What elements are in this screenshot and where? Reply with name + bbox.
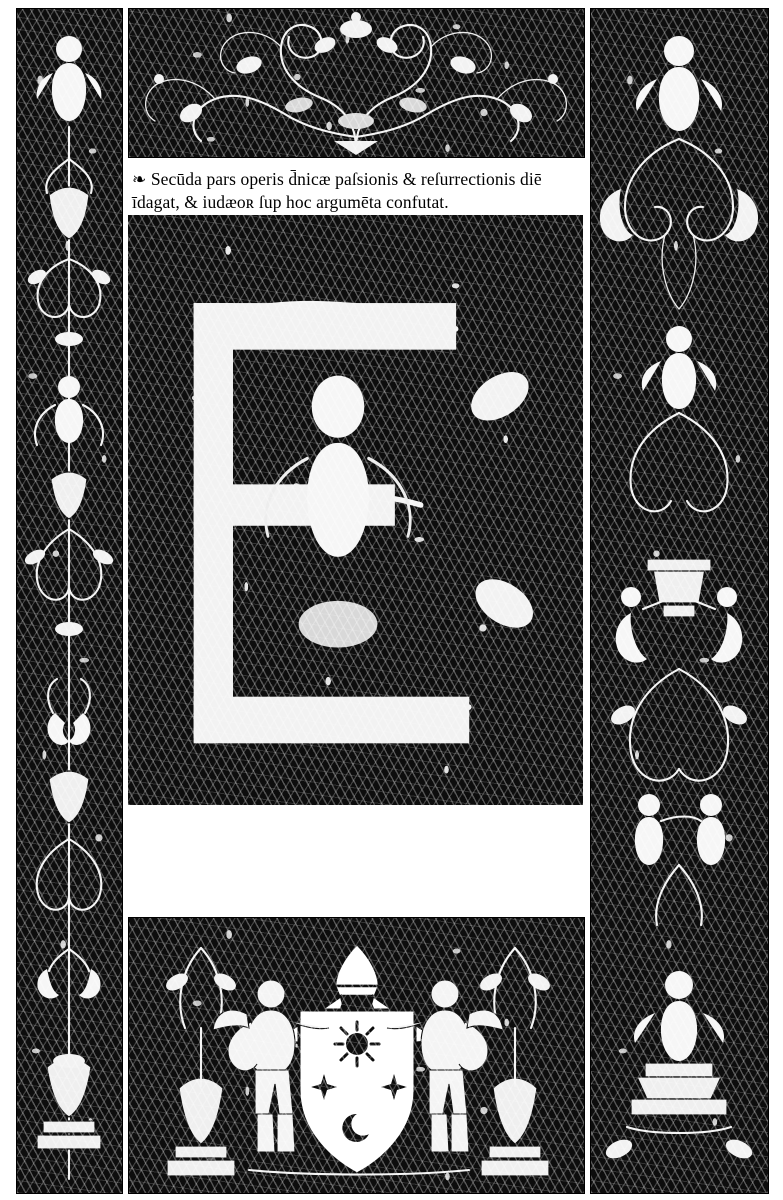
top-ornament-band — [128, 8, 585, 158]
left-ornament-band — [16, 8, 123, 1194]
right-ornament-band — [590, 8, 769, 1194]
initial-E — [132, 229, 340, 457]
body-block — [128, 215, 583, 805]
bottom-device-panel — [128, 917, 585, 1194]
section-heading — [128, 162, 583, 215]
heading-text: Secūda pars operis d̄nicæ paſsionis & reſurrectionis diē īdagat, & iudæoʀ ſup hoc argumēta confutat. — [132, 169, 542, 213]
text-column — [128, 162, 583, 912]
pilcrow-icon: ❧ — [132, 170, 147, 189]
